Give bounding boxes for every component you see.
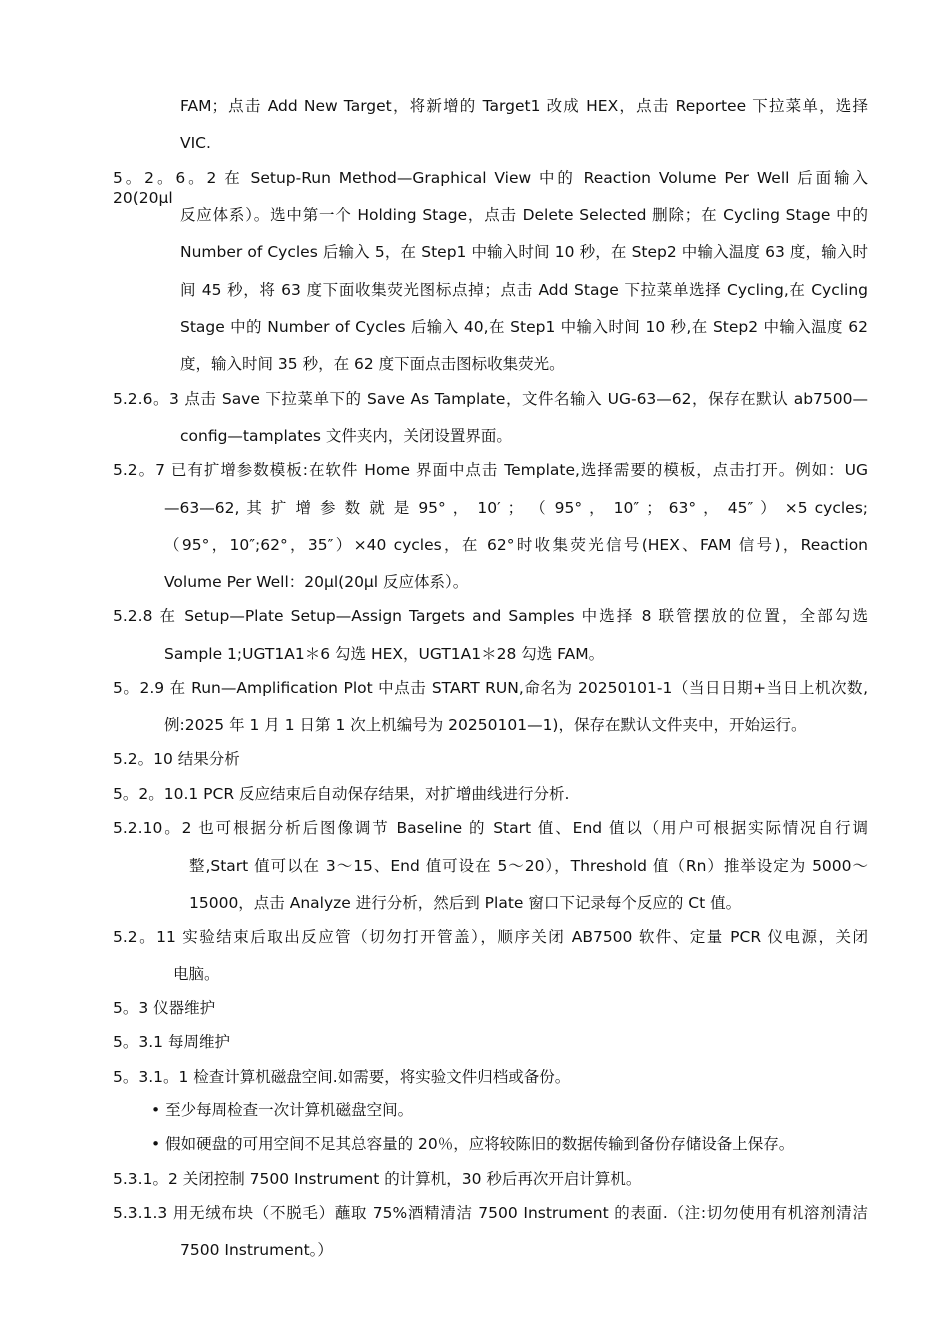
- text-line: 反应体系）。选中第一个 Holding Stage，点击 Delete Selected 删除；在 Cycling Stage 中的: [180, 206, 868, 224]
- bullet-item: • 假如硬盘的可用空间不足其总容量的 20％，应将较陈旧的数据传输到备份存储设备上保存。: [151, 1135, 795, 1153]
- text-line: config—tamplates 文件夹内，关闭设置界面。: [180, 427, 512, 445]
- section-heading: 5.3.1.3 用无绒布块（不脱毛）蘸取 75%酒精清洁 7500 Instrument 的表面.（注:切勿使用有机溶剂清洁: [113, 1204, 868, 1222]
- bullet-item: • 至少每周检查一次计算机磁盘空间。: [151, 1101, 414, 1119]
- text-line: （95°，10″;62°，35″）×40 cycles，在 62°时收集荧光信号(HEX、FAM 信号)，Reaction: [164, 536, 868, 554]
- section-heading: 5。3.1 每周维护: [113, 1033, 230, 1051]
- section-heading: 5。2.9 在 Run—Amplification Plot 中点击 START RUN,命名为 20250101-1（当日日期+当日上机次数,: [113, 679, 868, 697]
- section-heading: 5.2.8 在 Setup—Plate Setup—Assign Targets and Samples 中选择 8 联管摆放的位置，全部勾选: [113, 607, 868, 625]
- text-line: 整,Start 值可以在 3～15、End 值可设在 5～20），Threshold 值（Rn）推举设定为 5000～: [189, 857, 868, 875]
- text-line: 间 45 秒，将 63 度下面收集荧光图标点掉；点击 Add Stage 下拉菜单选择 Cycling,在 Cycling: [180, 281, 868, 299]
- section-heading: 5.2.6。3 点击 Save 下拉菜单下的 Save As Tamplate，文件名输入 UG-63—62，保存在默认 ab7500—: [113, 390, 868, 408]
- section-heading: 5。3 仪器维护: [113, 999, 216, 1017]
- text-line: 15000，点击 Analyze 进行分析，然后到 Plate 窗口下记录每个反应的 Ct 值。: [189, 894, 742, 912]
- text-line: FAM；点击 Add New Target，将新增的 Target1 改成 HEX，点击 Reportee 下拉菜单，选择: [180, 97, 868, 115]
- section-heading: 5.3.1。2 关闭控制 7500 Instrument 的计算机，30 秒后再次开启计算机。: [113, 1170, 642, 1188]
- section-heading: 5.2.10。2 也可根据分析后图像调节 Baseline 的 Start 值、End 值以（用户可根据实际情况自行调: [113, 819, 868, 837]
- text-line: 7500 Instrument。）: [180, 1241, 333, 1259]
- text-line: 例:2025 年 1 月 1 日第 1 次上机编号为 20250101—1)，保存在默认文件夹中，开始运行。: [164, 716, 807, 734]
- text-line: Stage 中的 Number of Cycles 后输入 40,在 Step1 中输入时间 10 秒,在 Step2 中输入温度 62: [180, 318, 868, 336]
- text-line: Number of Cycles 后输入 5，在 Step1 中输入时间 10 秒，在 Step2 中输入温度 63 度，输入时: [180, 243, 868, 261]
- text-line: VIC.: [180, 134, 211, 152]
- section-heading: 5。3.1。1 检查计算机磁盘空间.如需要，将实验文件归档或备份。: [113, 1068, 571, 1086]
- text-line: 电脑。: [173, 965, 220, 983]
- section-heading: 5.2。10 结果分析: [113, 750, 240, 768]
- section-heading: 5。2。6。2 在 Setup-Run Method—Graphical View 中的 Reaction Volume Per Well 后面输入 20(20μl: [113, 169, 868, 207]
- text-line: 度，输入时间 35 秒，在 62 度下面点击图标收集荧光。: [180, 355, 565, 373]
- text-line: Volume Per Well：20μl(20μl 反应体系）。: [164, 573, 469, 591]
- section-heading: 5.2。7 已有扩增参数模板:在软件 Home 界面中点击 Template,选择需要的模板，点击打开。例如：UG: [113, 461, 868, 479]
- section-heading: 5.2。11 实验结束后取出反应管（切勿打开管盖），顺序关闭 AB7500 软件、定量 PCR 仪电源，关闭: [113, 928, 868, 946]
- text-line: Sample 1;UGT1A1＊6 勾选 HEX，UGT1A1＊28 勾选 FAM。: [164, 645, 605, 663]
- section-heading: 5。2。10.1 PCR 反应结束后自动保存结果，对扩增曲线进行分析.: [113, 785, 570, 803]
- text-line: —63—62, 其 扩 增 参 数 就 是 95° ， 10′ ； （ 95° ， 10″ ； 63° ， 45″ ） ×5 cycles;: [164, 499, 868, 517]
